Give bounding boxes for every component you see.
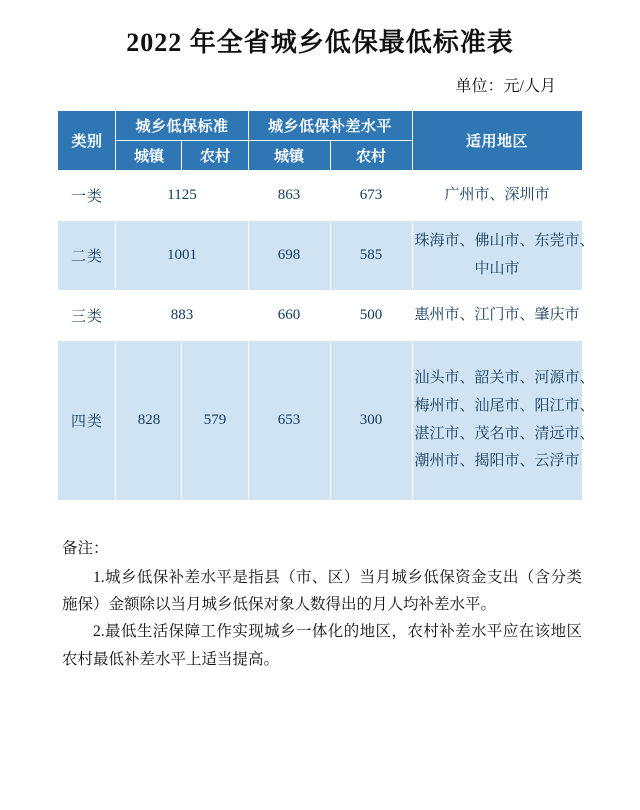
cell-standard-rural: 579 — [182, 341, 248, 501]
table-body — [58, 171, 595, 501]
cell-category: 二类 — [58, 221, 116, 291]
cell-region — [412, 221, 595, 291]
cell-category: 三类 — [58, 291, 116, 341]
cell-subsidy-rural: 673 — [330, 171, 412, 221]
cell-subsidy-rural: 300 — [330, 341, 412, 501]
header-region: 适用地区 — [412, 111, 582, 171]
cell-region — [412, 171, 582, 221]
region-line: 汕头市、韶关市、河源市、 — [414, 370, 595, 386]
cell-category: 一类 — [58, 171, 116, 221]
region-line: 梅州市、汕尾市、阳江市、 — [414, 397, 595, 414]
cell-region — [412, 291, 582, 341]
cell-subsidy-city: 653 — [248, 341, 330, 501]
notes-section — [40, 535, 600, 673]
header-category: 类别 — [58, 111, 116, 171]
region-line: 惠州市、江门市、肇庆市 — [414, 306, 580, 323]
cell-standard-merged: 883 — [116, 291, 248, 341]
region-line: 中山市 — [474, 260, 520, 277]
table-row — [58, 341, 582, 501]
table-row — [58, 291, 582, 341]
table-row — [58, 221, 582, 291]
cell-subsidy-rural: 500 — [330, 291, 412, 341]
cell-region — [412, 341, 595, 501]
region-line: 广州市、深圳市 — [444, 186, 550, 203]
notes-title: 备注： — [62, 540, 109, 557]
header-subsidy-rural: 农村 — [330, 141, 412, 171]
note-item-2: 2.最低生活保障工作实现城乡一体化的地区，农村补差水平应在该地区农村最低补差水平上适当提高。 — [62, 623, 582, 668]
region-line: 湛江市、茂名市、清远市、 — [414, 425, 595, 442]
cell-category: 四类 — [58, 341, 116, 501]
page-title: 2022 年全省城乡低保最低标准表 — [126, 28, 514, 57]
header-group-subsidy: 城乡低保补差水平 — [248, 111, 412, 141]
region-line: 潮州市、揭阳市、云浮市 — [414, 453, 580, 470]
table-header — [58, 111, 582, 171]
cell-subsidy-city: 863 — [248, 171, 330, 221]
cell-standard-merged: 1001 — [116, 221, 248, 291]
cell-subsidy-city: 698 — [248, 221, 330, 291]
cell-standard-merged: 1125 — [116, 171, 248, 221]
unit-note: 单位：元/人月 — [455, 78, 556, 95]
note-item-1: 1.城乡低保补差水平是指县（市、区）当月城乡低保资金支出（含分类施保）金额除以当月城乡低保对象人数得出的月人均补差水平。 — [62, 569, 582, 614]
header-subsidy-city: 城镇 — [248, 141, 330, 171]
cell-subsidy-city: 660 — [248, 291, 330, 341]
standards-table — [57, 110, 595, 501]
header-standard-rural: 农村 — [182, 141, 248, 171]
header-standard-city: 城镇 — [116, 141, 182, 171]
table-row — [58, 171, 582, 221]
cell-standard-city: 828 — [116, 341, 182, 501]
cell-subsidy-rural: 585 — [330, 221, 412, 291]
header-group-standard: 城乡低保标准 — [116, 111, 248, 141]
table-header-row-1 — [58, 111, 582, 141]
region-line: 珠海市、佛山市、东莞市、 — [414, 232, 595, 249]
